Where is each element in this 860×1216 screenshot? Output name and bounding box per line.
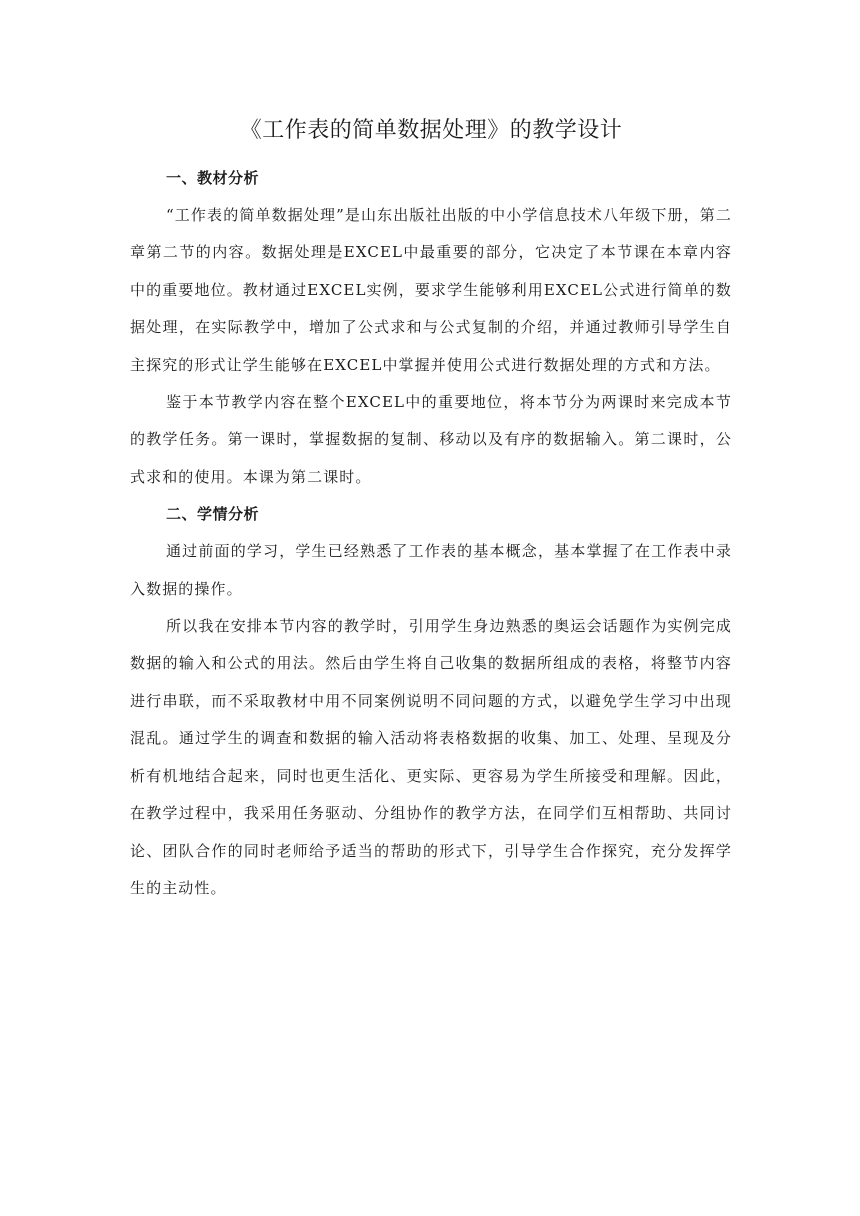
document-title: 《工作表的简单数据处理》的教学设计 [239,118,623,143]
paragraph: 通过前面的学习，学生已经熟悉了工作表的基本概念，基本掌握了在工作表中录入数据的操作。 [130,542,732,598]
section-student-analysis [130,496,732,907]
paragraph: 鉴于本节教学内容在整个EXCEL中的重要地位，将本节分为两课时来完成本节的教学任务。第一课时，掌握数据的复制、移动以及有序的数据输入。第二课时，公式求和的使用。本课为第二课时。 [130,393,732,486]
section-heading: 一、教材分析 [166,169,260,187]
document-page [130,112,732,907]
section-textbook-analysis [130,160,732,496]
section-heading: 二、学情分析 [166,505,260,524]
paragraph: 所以我在安排本节内容的教学时，引用学生身边熟悉的奥运会话题作为实例完成数据的输入和公式的用法。然后由学生将自己收集的数据所组成的表格，将整节内容进行串联，而不采取教材中用不同案例说明不同问题的方式，以避免学生学习中出现混乱。通过学生的调查和数据的输入活动将表格数据的收集、加工、处理、呈现及分析有机地结合起来，同时也更生活化、更实际、更容易为学生所接受和理解。因此，在教学过程中，我采用任务驱动、分组协作的教学方法，在同学们互相帮助、共同讨论、团队合作的同时老师给予适当的帮助的形式下，引导学生合作探究，充分发挥学生的主动性。 [130,617,732,897]
paragraph: “工作表的简单数据处理”是山东出版社出版的中小学信息技术八年级下册，第二章第二节的内容。数据处理是EXCEL中最重要的部分，它决定了本节课在本章内容中的重要地位。教材通过EXCEL实例，要求学生能够利用EXCEL公式进行简单的数据处理，在实际教学中，增加了公式求和与公式复制的介绍，并通过教师引导学生自主探究的形式让学生能够在EXCEL中掌握并使用公式进行数据处理的方式和方法。 [130,206,732,374]
